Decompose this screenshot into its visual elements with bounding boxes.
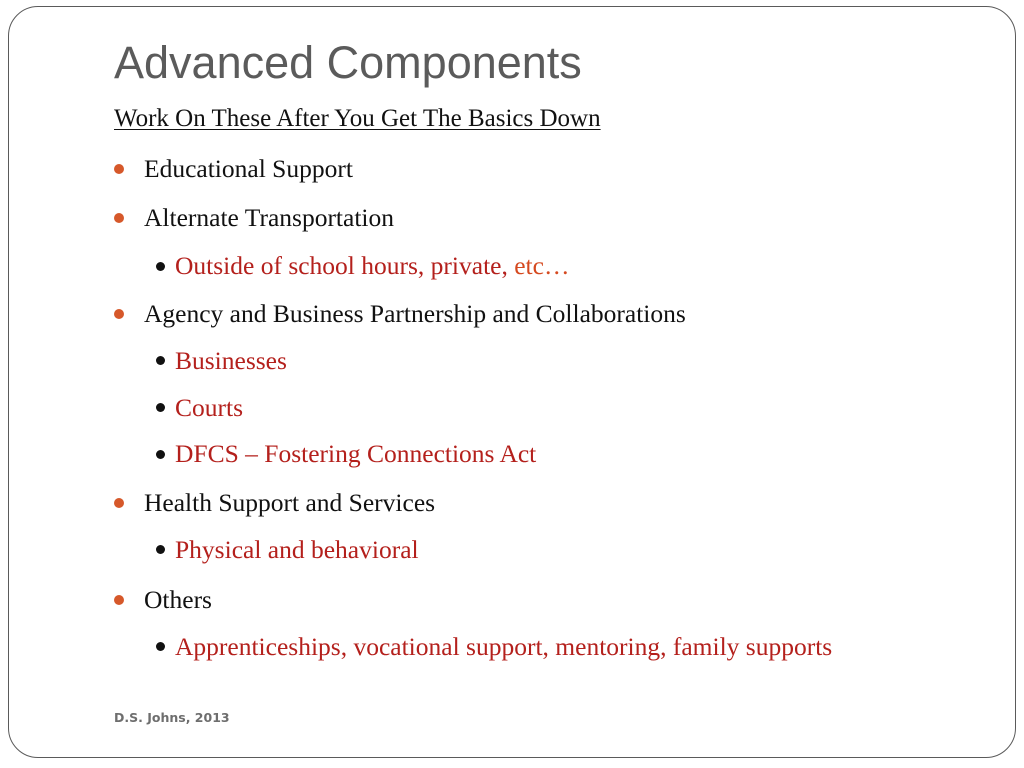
sub-item-dfcs: DFCS – Fostering Connections Act	[175, 439, 537, 468]
sub-bullet-dot-icon	[156, 545, 165, 554]
list-item-educational-support: Educational Support	[144, 154, 353, 183]
sub-item-physical-behavioral: Physical and behavioral	[175, 535, 419, 564]
sub-item-apprenticeships: Apprenticeships, vocational support, mentoring, family supports	[175, 632, 833, 661]
list-item-health-support: Health Support and Services	[144, 488, 436, 517]
slide-footer: D.S. Johns, 2013	[114, 710, 230, 725]
bullet-dot-icon	[114, 595, 124, 605]
list-item-alternate-transportation: Alternate Transportation	[144, 203, 395, 232]
sub-bullet-dot-icon	[156, 403, 165, 412]
sub-item-outside-school-hours	[175, 249, 569, 283]
bullet-dot-icon	[114, 498, 124, 508]
sub-bullet-dot-icon	[156, 262, 165, 271]
sub-bullet-dot-icon	[156, 642, 165, 651]
sub-bullet-dot-icon	[156, 450, 165, 459]
sub-bullet-dot-icon	[156, 356, 165, 365]
sub-item-text: Outside of school hours, private,	[175, 251, 508, 280]
list-item-agency-business-partnership: Agency and Business Partnership and Collaborations	[144, 299, 686, 328]
sub-item-accent-text: etc…	[514, 251, 570, 280]
slide-title: Advanced Components	[114, 37, 582, 88]
bullet-dot-icon	[114, 164, 124, 174]
bullet-dot-icon	[114, 309, 124, 319]
list-item-others: Others	[144, 585, 212, 614]
slide-subtitle: Work On These After You Get The Basics Down	[114, 105, 601, 132]
bullet-dot-icon	[114, 213, 124, 223]
sub-item-courts: Courts	[175, 393, 244, 422]
sub-item-businesses: Businesses	[175, 346, 287, 375]
